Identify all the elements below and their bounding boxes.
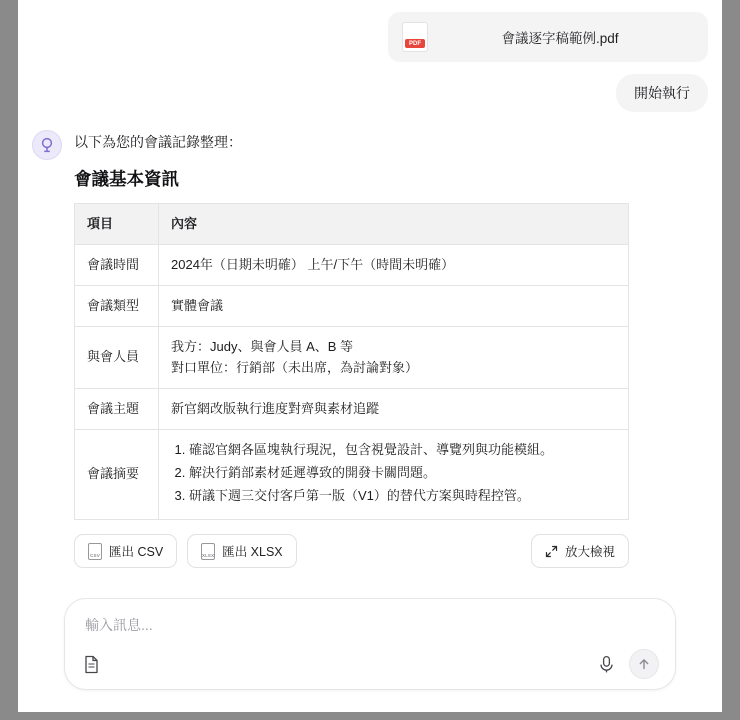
export-csv-label: 匯出 CSV [109, 545, 164, 560]
row-label: 會議摘要 [75, 429, 159, 519]
cell-line: 2024年（日期未明確） 上午/下午（時間未明確） [171, 257, 455, 273]
composer-toolbar [83, 649, 659, 679]
pdf-file-icon [402, 22, 428, 52]
footer-hint [64, 693, 676, 704]
table-row [75, 388, 629, 429]
arrow-up-icon [637, 657, 651, 671]
document-icon[interactable] [83, 655, 100, 674]
csv-file-icon [88, 543, 102, 560]
expand-view-label: 放大檢視 [564, 545, 615, 560]
message-input-placeholder[interactable]: 輸入訊息... [85, 617, 153, 633]
app-window [18, 0, 722, 712]
row-value [159, 327, 629, 388]
row-value [159, 429, 629, 519]
assistant-lead-text: 以下為您的會議記錄整理： [74, 134, 242, 150]
row-label: 會議時間 [75, 245, 159, 286]
user-message-row [18, 62, 722, 112]
export-xlsx-label: 匯出 XLSX [222, 545, 283, 560]
summary-item: 3. 研議下週三交付客戶第一版（V1）的替代方案與時程控管。 [189, 486, 616, 506]
table-header-item: 項目 [75, 204, 159, 245]
cell-line: 對口單位：行銷部（未出席，為討論對象） [171, 359, 419, 375]
expand-icon [545, 545, 558, 558]
summary-item: 1. 確認官網各區塊執行現況，包含視覺設計、導覽列與功能模組。 [189, 440, 616, 460]
cell-line: 我方：Judy、與會人員 A、B 等 [171, 339, 354, 355]
table-row [75, 429, 629, 519]
message-composer[interactable] [64, 598, 676, 690]
composer-area [18, 590, 722, 712]
row-value [159, 388, 629, 429]
table-actions-bar [74, 534, 629, 568]
attachment-row [18, 0, 722, 62]
row-value [159, 286, 629, 327]
xlsx-file-icon [201, 543, 215, 560]
row-label: 與會人員 [75, 327, 159, 388]
assistant-glyph-icon [38, 136, 56, 154]
cell-line: 實體會議 [171, 298, 224, 314]
send-button[interactable] [629, 649, 659, 679]
row-label: 會議類型 [75, 286, 159, 327]
section-title-basic-info: 會議基本資訊 [74, 169, 179, 189]
summary-list [171, 440, 616, 506]
summary-item: 2. 解決行銷部素材延遲導致的開發卡關問題。 [189, 463, 616, 483]
export-xlsx-button[interactable] [187, 534, 296, 568]
assistant-avatar [32, 130, 62, 160]
export-csv-button[interactable] [74, 534, 177, 568]
microphone-icon[interactable] [598, 655, 615, 674]
table-row [75, 327, 629, 388]
cell-line: 新官網改版執行進度對齊與素材追蹤 [171, 400, 380, 416]
table-header-content: 內容 [159, 204, 629, 245]
row-value [159, 245, 629, 286]
expand-view-button[interactable] [531, 534, 629, 568]
table-header-row [75, 204, 629, 245]
table-row [75, 245, 629, 286]
attachment-chip[interactable] [388, 12, 708, 62]
meeting-info-table [74, 203, 629, 520]
user-message-bubble: 開始執行 [616, 74, 708, 112]
attachment-filename: 會議逐字稿範例.pdf [501, 31, 619, 46]
row-label: 會議主題 [75, 388, 159, 429]
table-row [75, 286, 629, 327]
